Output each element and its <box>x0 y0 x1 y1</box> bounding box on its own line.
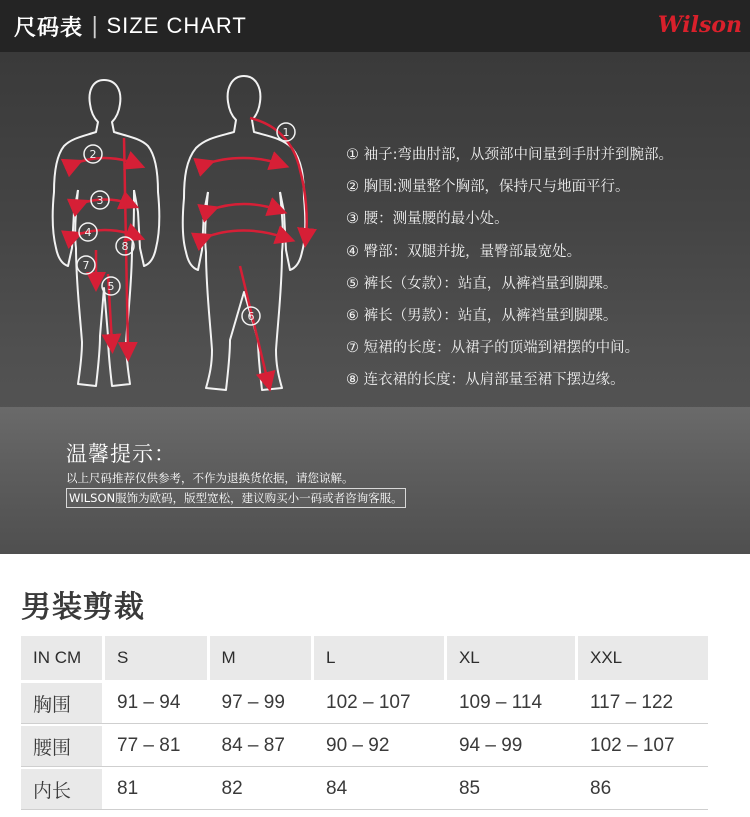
size-table-header-row <box>21 636 708 680</box>
front-figure-outline <box>53 80 160 386</box>
table-row <box>21 683 708 723</box>
header-title-cn: 尺码表 <box>14 15 84 41</box>
note-sleeve: ① 袖子:弯曲肘部，从颈部中间量到手肘并到腕部。 <box>346 147 673 163</box>
note-pants-women: ⑤ 裤长（女款）：站直，从裤裆量到脚踝。 <box>346 275 618 292</box>
row-label-waist: 腰围 <box>21 726 102 766</box>
table-cell: 81 <box>105 769 207 809</box>
table-cell: 84 – 87 <box>210 726 312 766</box>
header-separator: | <box>91 13 99 39</box>
note-dress: ⑧ 连衣裙的长度：从肩部量至裙下摆边缘。 <box>346 372 625 389</box>
measurement-guide-panel <box>0 52 750 554</box>
tips-line-2: WILSON服饰为欧码，版型宽松，建议购买小一码或者咨询客服。 <box>66 488 406 508</box>
brand-logo: Wilson <box>657 12 742 38</box>
back-measurement-lines <box>204 118 307 382</box>
header-bar <box>0 0 750 52</box>
header-size-s: S <box>105 636 207 680</box>
row-label-inseam: 内长 <box>21 769 102 809</box>
back-number-markers <box>242 123 295 325</box>
tips-line-1: 以上尺码推荐仅供参考，不作为退换货依据，请您谅解。 <box>66 471 354 485</box>
table-cell: 82 <box>210 769 312 809</box>
size-table <box>18 633 711 812</box>
table-cell: 85 <box>447 769 575 809</box>
back-marker-6: 6 <box>247 310 255 323</box>
size-table-title: 男装剪裁 <box>21 590 145 625</box>
header-unit: IN CM <box>21 636 102 680</box>
table-cell: 97 – 99 <box>210 683 312 723</box>
table-row <box>21 769 708 809</box>
note-waist: ③ 腰：测量腰的最小处。 <box>346 211 509 228</box>
table-cell: 90 – 92 <box>314 726 444 766</box>
front-marker-2: 2 <box>89 148 97 161</box>
measurement-notes <box>346 145 673 403</box>
table-cell: 86 <box>578 769 708 809</box>
front-marker-4: 4 <box>84 226 92 239</box>
front-marker-3: 3 <box>96 194 104 207</box>
table-cell: 94 – 99 <box>447 726 575 766</box>
back-marker-1: 1 <box>282 126 290 139</box>
front-marker-5: 5 <box>107 280 115 293</box>
header-size-l: L <box>314 636 444 680</box>
body-figures-illustration <box>0 52 340 407</box>
header-size-xxl: XXL <box>578 636 708 680</box>
header-title-en: SIZE CHART <box>106 13 247 38</box>
front-number-labels <box>83 148 129 293</box>
note-hip: ④ 臀部：双腿并拢，量臀部最宽处。 <box>346 243 582 260</box>
table-cell: 109 – 114 <box>447 683 575 723</box>
note-pants-men: ⑥ 裤长（男款）：站直，从裤裆量到脚踝。 <box>346 307 618 324</box>
row-label-chest: 胸围 <box>21 683 102 723</box>
tips-title: 温馨提示： <box>66 442 176 466</box>
table-row <box>21 726 708 766</box>
table-cell: 91 – 94 <box>105 683 207 723</box>
note-skirt: ⑦ 短裙的长度：从裙子的顶端到裙摆的中间。 <box>346 340 640 357</box>
table-cell: 77 – 81 <box>105 726 207 766</box>
table-cell: 117 – 122 <box>578 683 708 723</box>
header-size-xl: XL <box>447 636 575 680</box>
front-marker-7: 7 <box>82 259 90 272</box>
table-cell: 102 – 107 <box>314 683 444 723</box>
table-cell: 102 – 107 <box>578 726 708 766</box>
header-size-m: M <box>210 636 312 680</box>
table-cell: 84 <box>314 769 444 809</box>
note-chest: ② 胸围:测量整个胸部，保持尺与地面平行。 <box>346 179 630 196</box>
front-marker-8: 8 <box>121 240 129 253</box>
